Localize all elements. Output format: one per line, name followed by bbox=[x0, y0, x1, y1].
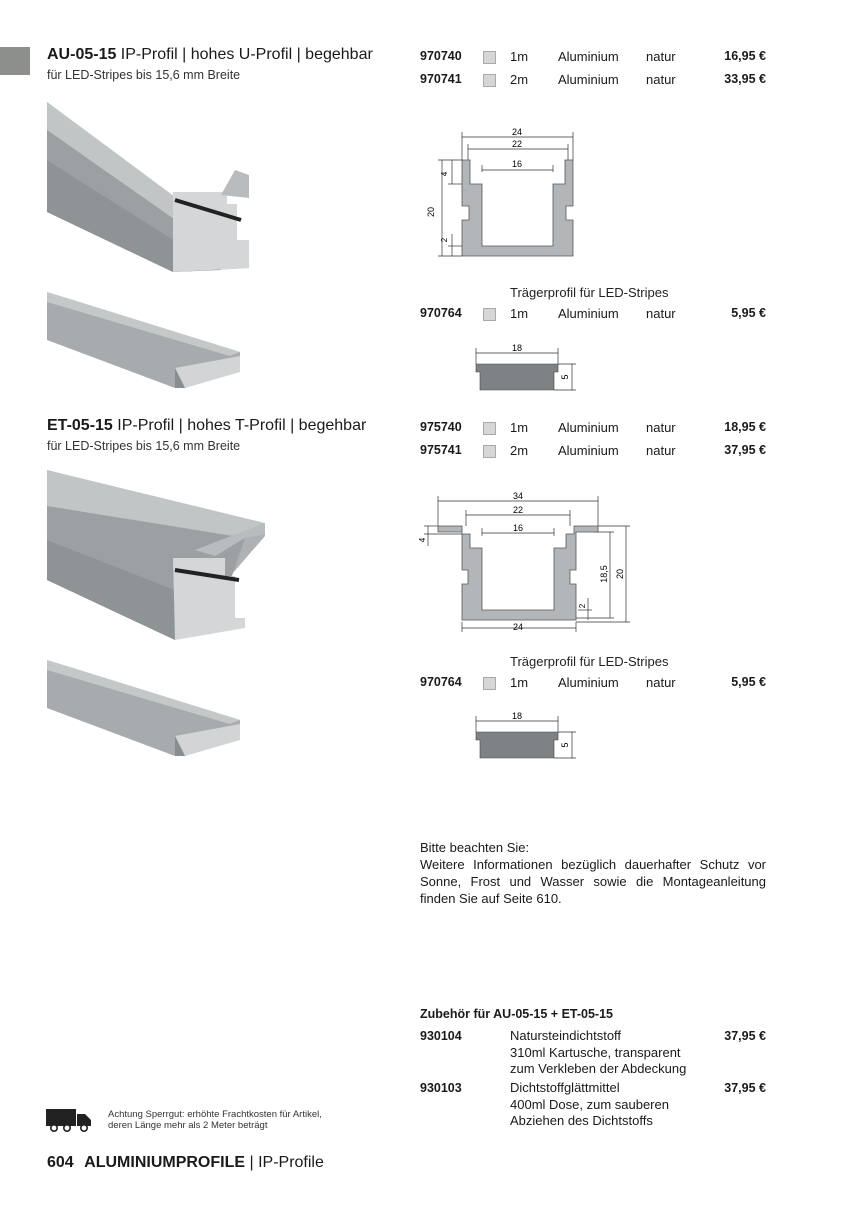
note-text: Weitere Informationen bezüglich dauerhafter Schutz vor Sonne, Frost und Wasser sowie die Montageanleitung finden Sie auf Seite 610. bbox=[420, 857, 766, 906]
material: Aluminium bbox=[558, 443, 619, 458]
color-swatch bbox=[483, 74, 496, 87]
section2-title bbox=[47, 417, 366, 435]
price: 37,95 € bbox=[724, 1081, 766, 1095]
note-block bbox=[420, 839, 766, 907]
section2-title-text: IP-Profil | hohes T-Profil | begehbar bbox=[112, 417, 367, 434]
article-number: 930103 bbox=[420, 1081, 462, 1095]
section1-title-text: IP-Profil | hohes U-Profil | begehbar bbox=[116, 46, 373, 63]
au-cross-section-drawing bbox=[418, 124, 593, 264]
dim-label: 22 bbox=[512, 505, 524, 515]
desc-line: 400ml Dose, zum sauberen bbox=[510, 1096, 669, 1112]
material: Aluminium bbox=[558, 420, 619, 435]
material: Aluminium bbox=[558, 675, 619, 690]
article-number: 970764 bbox=[420, 675, 462, 689]
article-number: 930104 bbox=[420, 1029, 462, 1043]
color-swatch bbox=[483, 422, 496, 435]
section2-code: ET-05-15 bbox=[47, 417, 113, 434]
dim-label: 20 bbox=[426, 206, 436, 218]
dim-label: 16 bbox=[511, 159, 523, 169]
dim-label: 18 bbox=[511, 711, 523, 721]
page-footer bbox=[47, 1154, 324, 1172]
dim-label: 2 bbox=[578, 603, 587, 609]
desc-line: zum Verkleben der Abdeckung bbox=[510, 1061, 687, 1076]
material: Aluminium bbox=[558, 306, 619, 321]
carrier-row bbox=[420, 675, 770, 693]
price: 5,95 € bbox=[731, 675, 766, 689]
dim-label: 34 bbox=[512, 491, 524, 501]
product-row bbox=[420, 72, 770, 90]
price: 37,95 € bbox=[724, 1029, 766, 1043]
dim-label: 18,5 bbox=[599, 565, 609, 583]
finish: natur bbox=[646, 306, 676, 321]
article-number: 975740 bbox=[420, 420, 462, 434]
dim-label: 5 bbox=[560, 374, 570, 380]
color-swatch bbox=[483, 445, 496, 458]
truck-icon bbox=[46, 1108, 92, 1132]
length: 1m bbox=[510, 675, 529, 690]
color-swatch bbox=[483, 308, 496, 321]
material: Aluminium bbox=[558, 72, 619, 87]
au-carrier-image bbox=[45, 290, 245, 390]
dim-label: 24 bbox=[512, 622, 524, 632]
et-profile-image bbox=[45, 468, 270, 643]
article-number: 970741 bbox=[420, 72, 462, 86]
et-carrier-image bbox=[45, 658, 245, 758]
et-cross-section-drawing bbox=[418, 488, 638, 636]
product-row bbox=[420, 443, 770, 461]
article-number: 975741 bbox=[420, 443, 462, 457]
footer-category: ALUMINIUMPROFILE bbox=[84, 1154, 246, 1171]
dim-label: 22 bbox=[511, 139, 523, 149]
finish: natur bbox=[646, 72, 676, 87]
product-row bbox=[420, 49, 770, 67]
length: 2m bbox=[510, 443, 529, 458]
desc-line: Natursteindichtstoff bbox=[510, 1028, 622, 1043]
desc-line: Dichtstoffglättmittel bbox=[510, 1080, 620, 1095]
et-carrier-drawing bbox=[468, 708, 588, 764]
color-swatch bbox=[483, 677, 496, 690]
price: 16,95 € bbox=[724, 49, 766, 63]
finish: natur bbox=[646, 443, 676, 458]
dim-label: 2 bbox=[440, 237, 449, 243]
accessory-description bbox=[510, 1080, 669, 1130]
desc-line: 310ml Kartusche, transparent bbox=[510, 1044, 681, 1060]
footer-section: | IP-Profile bbox=[245, 1154, 324, 1171]
section1-carrier-label: Trägerprofil für LED-Stripes bbox=[510, 285, 669, 300]
desc-line: Abziehen des Dichtstoffs bbox=[510, 1113, 653, 1128]
au-profile-image bbox=[45, 100, 255, 272]
au-carrier-drawing bbox=[468, 340, 588, 396]
length: 2m bbox=[510, 72, 529, 87]
length: 1m bbox=[510, 306, 529, 321]
page-number: 604 bbox=[47, 1154, 74, 1171]
section2-carrier-label: Trägerprofil für LED-Stripes bbox=[510, 654, 669, 669]
color-swatch bbox=[483, 51, 496, 64]
finish: natur bbox=[646, 420, 676, 435]
finish: natur bbox=[646, 49, 676, 64]
note-heading: Bitte beachten Sie: bbox=[420, 840, 530, 855]
dim-label: 16 bbox=[512, 523, 524, 533]
price: 33,95 € bbox=[724, 72, 766, 86]
section1-code: AU-05-15 bbox=[47, 46, 117, 63]
length: 1m bbox=[510, 49, 529, 64]
price: 18,95 € bbox=[724, 420, 766, 434]
material: Aluminium bbox=[558, 49, 619, 64]
accessory-description bbox=[510, 1028, 686, 1078]
accessory-item bbox=[420, 1028, 770, 1080]
price: 5,95 € bbox=[731, 306, 766, 320]
dim-label: 24 bbox=[511, 127, 523, 137]
article-number: 970740 bbox=[420, 49, 462, 63]
length: 1m bbox=[510, 420, 529, 435]
dim-label: 5 bbox=[560, 742, 570, 748]
accessories-heading: Zubehör für AU-05-15 + ET-05-15 bbox=[420, 1007, 613, 1021]
section-tab-marker bbox=[0, 47, 30, 75]
finish: natur bbox=[646, 675, 676, 690]
dim-label: 4 bbox=[418, 537, 427, 543]
product-row bbox=[420, 420, 770, 438]
dim-label: 4 bbox=[440, 171, 449, 177]
shipping-line: deren Länge mehr als 2 Meter beträgt bbox=[108, 1120, 268, 1131]
accessory-item bbox=[420, 1080, 770, 1132]
carrier-row bbox=[420, 306, 770, 324]
article-number: 970764 bbox=[420, 306, 462, 320]
section2-subtitle: für LED-Stripes bis 15,6 mm Breite bbox=[47, 439, 241, 453]
dim-label: 18 bbox=[511, 343, 523, 353]
shipping-note bbox=[108, 1109, 322, 1131]
shipping-line: Achtung Sperrgut: erhöhte Frachtkosten für Artikel, bbox=[108, 1109, 322, 1120]
price: 37,95 € bbox=[724, 443, 766, 457]
dim-label: 20 bbox=[615, 568, 625, 580]
section1-title bbox=[47, 46, 373, 64]
section1-subtitle: für LED-Stripes bis 15,6 mm Breite bbox=[47, 68, 241, 82]
